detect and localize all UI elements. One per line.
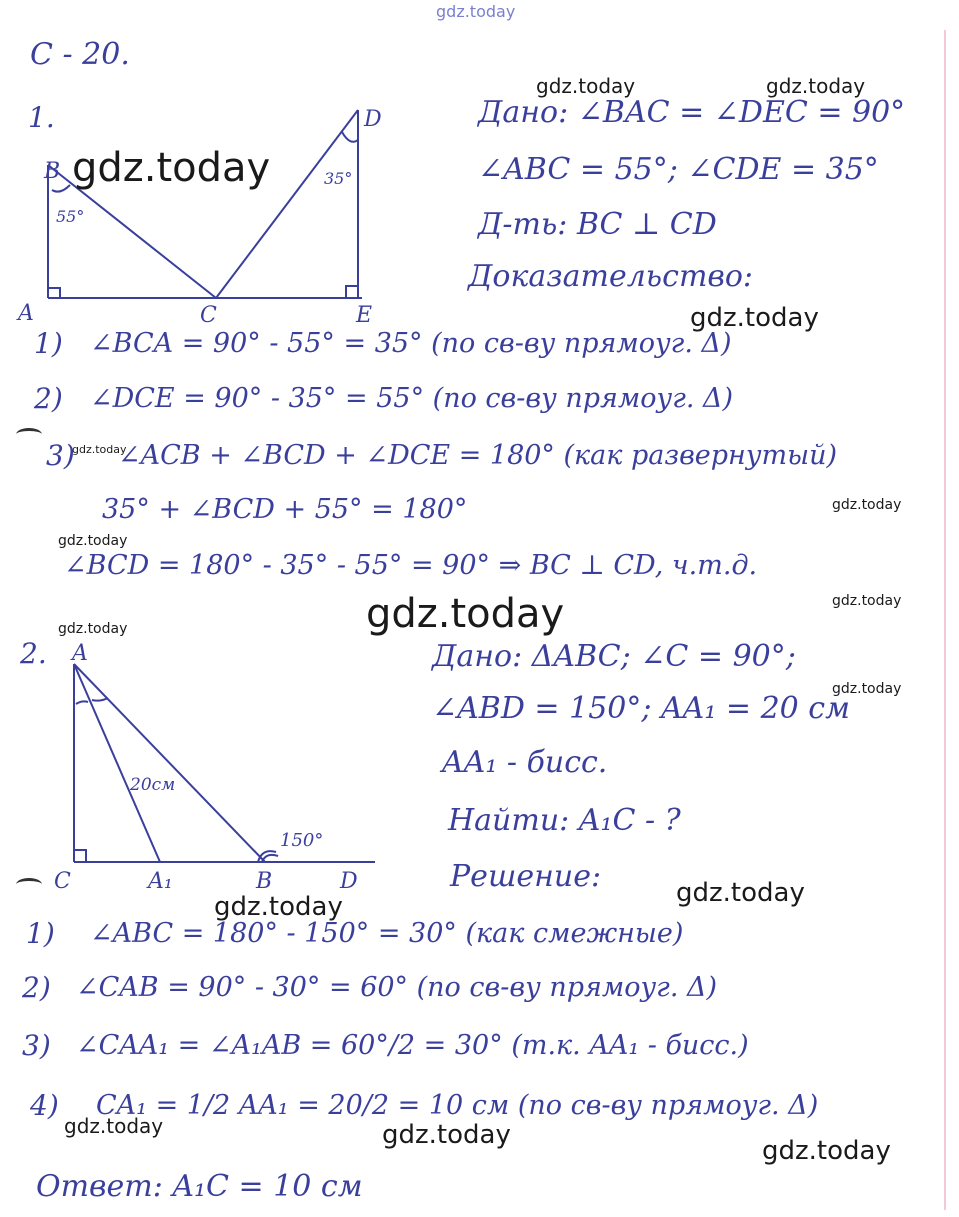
fig1-angle-d: 35° <box>324 169 353 188</box>
watermark: gdz.today <box>690 303 819 333</box>
problem1-proof-heading: Доказательство: <box>468 259 754 294</box>
fig2-label-d: D <box>340 869 358 894</box>
margin-line <box>944 30 946 1210</box>
watermark: gdz.today <box>762 1136 891 1166</box>
fig1-label-c: C <box>200 303 217 328</box>
problem1-step1-num: 1) <box>34 327 63 360</box>
watermark-large: gdz.today <box>366 591 565 637</box>
problem2-step4-num: 4) <box>30 1089 59 1122</box>
fig2-label-a1: A₁ <box>148 869 173 894</box>
problem2-step3-num: 3) <box>22 1029 51 1062</box>
page-header: С - 20. <box>30 37 130 72</box>
fig1-label-a: A <box>18 301 34 326</box>
fig2-label-c: C <box>54 869 71 894</box>
problem1-given-1: Дано: ∠BAC = ∠DEC = 90° <box>478 95 906 130</box>
watermark-large: gdz.today <box>72 145 271 191</box>
fig2-segment-length: 20см <box>130 775 176 795</box>
fig2-label-a: A <box>72 641 88 666</box>
watermark: gdz.today <box>766 74 866 98</box>
problem2-step2-num: 2) <box>22 971 51 1004</box>
problem2-given-2: ∠ABD = 150°; AA₁ = 20 см <box>432 691 850 726</box>
problem1-step2-num: 2) <box>34 382 63 415</box>
problem2-step2-text: ∠CAB = 90° - 30° = 60° (по св-ву прямоуг. Δ) <box>76 972 718 1003</box>
watermark-tiny: gdz.today <box>72 443 127 456</box>
problem2-find: Найти: A₁C - ? <box>448 803 681 838</box>
fig1-label-e: E <box>356 303 373 328</box>
problem1-sum-line: 35° + ∠BCD + 55° = 180° <box>102 494 468 525</box>
problem2-answer: Ответ: A₁C = 10 см <box>36 1169 363 1204</box>
problem2-step1-num: 1) <box>26 917 55 950</box>
problem1-step3-num: 3) <box>46 439 75 472</box>
problem1-number: 1. <box>28 101 55 134</box>
watermark-small: gdz.today <box>832 593 902 609</box>
problem2-given-3: AA₁ - бисс. <box>442 745 608 780</box>
watermark-small: gdz.today <box>832 497 902 513</box>
problem1-conclusion: ∠BCD = 180° - 35° - 55° = 90° ⇒ BC ⊥ CD, ч.т.д. <box>64 550 758 581</box>
watermark-small: gdz.today <box>58 533 128 549</box>
watermark-top: gdz.today <box>436 2 516 21</box>
watermark-small: gdz.today <box>832 681 902 697</box>
problem1-step3-text: ∠ACB + ∠BCD + ∠DCE = 180° (как развернутый) <box>118 440 838 471</box>
fig2-angle: 150° <box>280 830 324 851</box>
problem2-solution-heading: Решение: <box>450 859 602 894</box>
watermark: gdz.today <box>536 74 636 98</box>
problem2-step4-text: CA₁ = 1/2 AA₁ = 20/2 = 10 см (по св-ву прямоуг. Δ) <box>96 1090 819 1121</box>
problem1-given-2: ∠ABC = 55°; ∠CDE = 35° <box>478 152 879 187</box>
watermark: gdz.today <box>64 1114 164 1138</box>
watermark: gdz.today <box>214 892 343 922</box>
fig2-label-b: B <box>256 869 273 894</box>
watermark: gdz.today <box>676 878 805 908</box>
problem2-given-1: Дано: ΔABC; ∠C = 90°; <box>432 639 796 674</box>
problem1-step2-text: ∠DCE = 90° - 35° = 55° (по св-ву прямоуг. Δ) <box>90 383 734 414</box>
watermark: gdz.today <box>382 1120 511 1150</box>
problem2-step3-text: ∠CAA₁ = ∠A₁AB = 60°/2 = 30° (т.к. AA₁ - бисс.) <box>76 1030 749 1061</box>
problem2-step1-text: ∠ABC = 180° - 150° = 30° (как смежные) <box>90 918 684 949</box>
watermark-small: gdz.today <box>58 621 128 637</box>
problem2-number: 2. <box>20 637 47 670</box>
scan-artifact <box>16 878 42 891</box>
fig1-label-b: B <box>44 159 61 184</box>
scan-artifact <box>16 428 42 441</box>
fig1-angle-b: 55° <box>56 207 85 226</box>
problem1-to-prove: Д-ть: BC ⊥ CD <box>478 207 717 242</box>
fig1-label-d: D <box>364 107 382 132</box>
problem1-step1-text: ∠BCA = 90° - 55° = 35° (по св-ву прямоуг. Δ) <box>90 328 732 359</box>
